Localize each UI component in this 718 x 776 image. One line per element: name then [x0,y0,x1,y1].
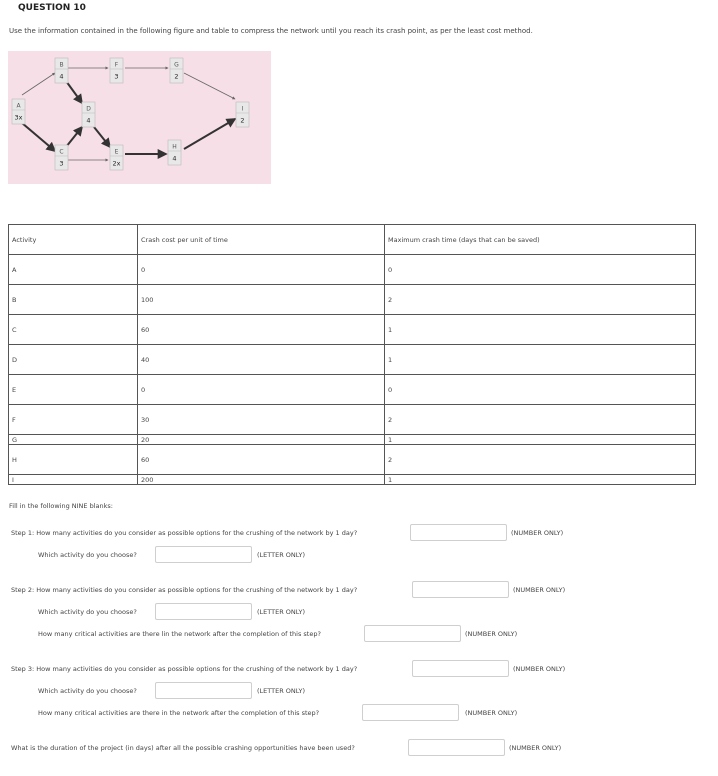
cost-cell: 0 [138,255,385,285]
crash-time-cell: 2 [385,285,696,315]
node-label: E [114,148,119,156]
crash-time-cell: 0 [385,255,696,285]
header-activity: Activity [9,225,138,255]
node-duration: 3 [59,159,64,168]
node-a [12,99,25,124]
step2-critical-input[interactable] [364,625,461,642]
final-duration-question: What is the duration of the project (in days) after all the possible crashing opportunities have been used? [11,744,355,752]
step3-choose-hint: (LETTER ONLY) [257,687,306,695]
question-instructions: Use the information contained in the following figure and table to compress the network until you reach its crash point, as per the least cost method. [9,27,533,35]
step1-options-input[interactable] [410,524,507,541]
node-duration: 4 [59,72,64,81]
step3-options-question: Step 3: How many activities do you consider as possible options for the crushing of the network by 1 day? [11,665,358,673]
node-label: D [86,105,91,113]
step1-options-hint: (NUMBER ONLY) [511,529,564,537]
step3-critical-question: How many critical activities are there in the network after the completion of this step? [38,709,320,717]
table-row [9,285,696,315]
node-duration: 2 [174,72,179,81]
step1-choose-question: Which activity do you choose? [38,551,137,559]
crash-time-cell: 1 [385,315,696,345]
node-e [110,145,123,170]
table-row [9,345,696,375]
node-label: H [172,143,177,151]
activity-cell: I [9,475,138,485]
activity-cell: H [9,445,138,475]
step2-choose-hint: (LETTER ONLY) [257,608,306,616]
question-title: QUESTION 10 [18,3,86,13]
table-row [9,255,696,285]
table-row [9,375,696,405]
fill-intro: Fill in the following NINE blanks: [9,502,113,510]
step2-options-hint: (NUMBER ONLY) [513,586,566,594]
cost-cell: 30 [138,405,385,435]
node-d [82,102,95,127]
step3-critical-input[interactable] [362,704,459,721]
diagram-background [8,51,271,184]
crash-time-cell: 1 [385,435,696,445]
node-label: I [241,105,244,113]
step2-critical-hint: (NUMBER ONLY) [465,630,518,638]
cost-cell: 60 [138,445,385,475]
final-duration-input[interactable] [408,739,505,756]
crash-time-cell: 0 [385,375,696,405]
activity-cell: E [9,375,138,405]
activity-cell: D [9,345,138,375]
table-row [9,435,696,445]
step2-critical-question: How many critical activities are there lin the network after the completion of this step? [38,630,321,638]
step1-choose-input[interactable] [155,546,252,563]
node-duration: 2x [112,159,121,168]
step3-choose-question: Which activity do you choose? [38,687,137,695]
node-b [55,58,68,83]
crash-time-cell: 2 [385,405,696,435]
step2-options-input[interactable] [412,581,509,598]
node-duration: 3 [114,72,119,81]
step3-choose-input[interactable] [155,682,252,699]
network-diagram [8,51,271,184]
table-row [9,445,696,475]
step2-choose-input[interactable] [155,603,252,620]
node-h [168,140,181,165]
cost-cell: 0 [138,375,385,405]
activity-cell: C [9,315,138,345]
cost-cell: 200 [138,475,385,485]
cost-cell: 40 [138,345,385,375]
table-row [9,405,696,435]
crash-time-cell: 1 [385,475,696,485]
step2-options-question: Step 2: How many activities do you consider as possible options for the crushing of the network by 1 day? [11,586,358,594]
node-label: B [59,61,64,69]
final-duration-hint: (NUMBER ONLY) [509,744,562,752]
node-label: F [114,61,119,69]
node-duration: 4 [172,154,177,163]
node-duration: 3x [14,113,23,122]
crash-time-cell: 2 [385,445,696,475]
cost-cell: 100 [138,285,385,315]
table-row [9,315,696,345]
cost-cell: 60 [138,315,385,345]
node-f [110,58,123,83]
cost-cell: 20 [138,435,385,445]
node-duration: 4 [86,116,91,125]
crash-cost-table [8,224,696,485]
header-crash-cost: Crash cost per unit of time [138,225,385,255]
node-label: A [16,102,21,110]
node-label: G [174,61,179,69]
header-max-crash: Maximum crash time (days that can be saved) [385,225,696,255]
step3-options-input[interactable] [412,660,509,677]
node-c [55,145,68,170]
table-row [9,475,696,485]
step2-choose-question: Which activity do you choose? [38,608,137,616]
node-label: C [59,148,64,156]
step3-options-hint: (NUMBER ONLY) [513,665,566,673]
table-header-row [9,225,696,255]
node-duration: 2 [240,116,245,125]
node-g [170,58,183,83]
crash-time-cell: 1 [385,345,696,375]
activity-cell: F [9,405,138,435]
activity-cell: B [9,285,138,315]
step1-choose-hint: (LETTER ONLY) [257,551,306,559]
step3-critical-hint: (NUMBER ONLY) [465,709,518,717]
step1-options-question: Step 1: How many activities do you consider as possible options for the crushing of the network by 1 day? [11,529,358,537]
activity-cell: G [9,435,138,445]
activity-cell: A [9,255,138,285]
node-i [236,102,249,127]
